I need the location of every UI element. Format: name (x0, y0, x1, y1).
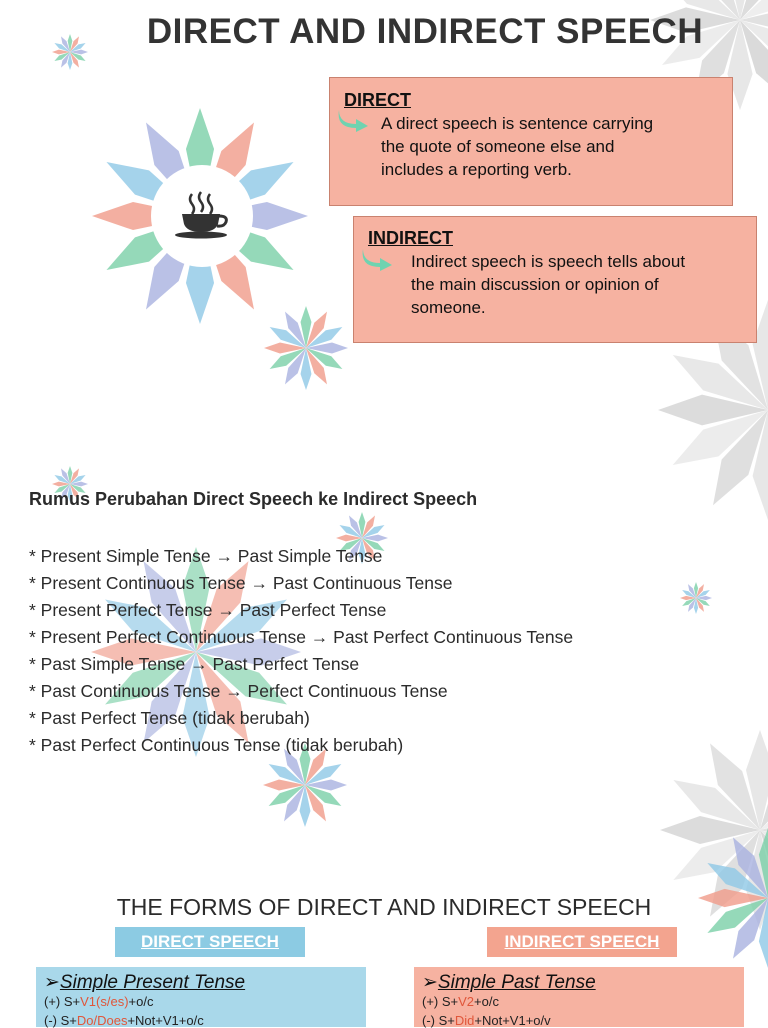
formula-aux: Do/Does (76, 1013, 128, 1028)
panel-title-text: Simple Past Tense (437, 972, 596, 993)
direct-definition-box (329, 77, 733, 206)
indirect-description (411, 250, 685, 319)
formula-prefix: (+) S+ (44, 994, 81, 1009)
formula-positive (422, 994, 499, 1009)
direct-speech-label: DIRECT SPEECH (115, 927, 305, 957)
indirect-panel-title (422, 971, 596, 994)
tense-change-rules (29, 543, 573, 759)
formula-suffix: +Not+V1+o/v (474, 1013, 551, 1028)
rule-item: * Present Perfect Tense → Past Perfect Tense (29, 600, 387, 620)
indirect-definition-box (353, 216, 757, 343)
arrowhead-bullet-icon: ➢ (44, 972, 60, 993)
direct-heading: DIRECT (344, 90, 411, 110)
arrowhead-bullet-icon: ➢ (422, 972, 438, 993)
formula-negative (422, 1013, 551, 1028)
rule-item: * Present Simple Tense → Past Simple Tense (29, 546, 383, 566)
rule-item: * Past Continuous Tense → Perfect Continuous Tense (29, 681, 448, 701)
page-title: DIRECT AND INDIRECT SPEECH (146, 12, 704, 51)
direct-simple-present-panel (36, 967, 366, 1027)
formula-verb: V1(s/es) (80, 994, 129, 1009)
formula-negative (44, 1013, 204, 1028)
forms-title: THE FORMS OF DIRECT AND INDIRECT SPEECH (116, 894, 652, 920)
formula-prefix: (-) S+ (422, 1013, 455, 1028)
panel-title-text: Simple Present Tense (59, 972, 246, 993)
coffee-cup-icon (172, 190, 232, 242)
formula-prefix: (-) S+ (44, 1013, 77, 1028)
indirect-speech-label: INDIRECT SPEECH (487, 927, 677, 957)
direct-line: includes a reporting verb. (381, 160, 572, 179)
rule-item: * Past Perfect Continuous Tense (tidak berubah) (29, 735, 404, 755)
curved-arrow-icon (336, 108, 372, 132)
direct-line: the quote of someone else and (381, 137, 615, 156)
rule-item: * Past Simple Tense → Past Perfect Tense (29, 654, 360, 674)
indirect-line: Indirect speech is speech tells about (411, 252, 686, 271)
formula-suffix: +o/c (128, 994, 154, 1009)
rule-item: * Past Perfect Tense (tidak berubah) (29, 708, 310, 728)
rule-item: * Present Continuous Tense → Past Continuous Tense (29, 573, 453, 593)
indirect-line: someone. (411, 298, 486, 317)
indirect-heading: INDIRECT (368, 228, 453, 248)
indirect-simple-past-panel (414, 967, 744, 1027)
rule-item: * Present Perfect Continuous Tense → Past Perfect Continuous Tense (29, 627, 574, 647)
formula-suffix: +Not+V1+o/c (127, 1013, 204, 1028)
curved-arrow-icon (360, 247, 396, 271)
formula-suffix: +o/c (474, 994, 499, 1009)
direct-line: A direct speech is sentence carrying (381, 114, 654, 133)
formula-verb: V2 (458, 994, 475, 1009)
formula-aux: Did (454, 1013, 475, 1028)
direct-description (381, 112, 653, 181)
indirect-line: the main discussion or opinion of (411, 275, 659, 294)
formula-positive (44, 994, 153, 1009)
rules-heading: Rumus Perubahan Direct Speech ke Indirect Speech (29, 489, 478, 509)
direct-panel-title (44, 971, 245, 994)
formula-prefix: (+) S+ (422, 994, 459, 1009)
